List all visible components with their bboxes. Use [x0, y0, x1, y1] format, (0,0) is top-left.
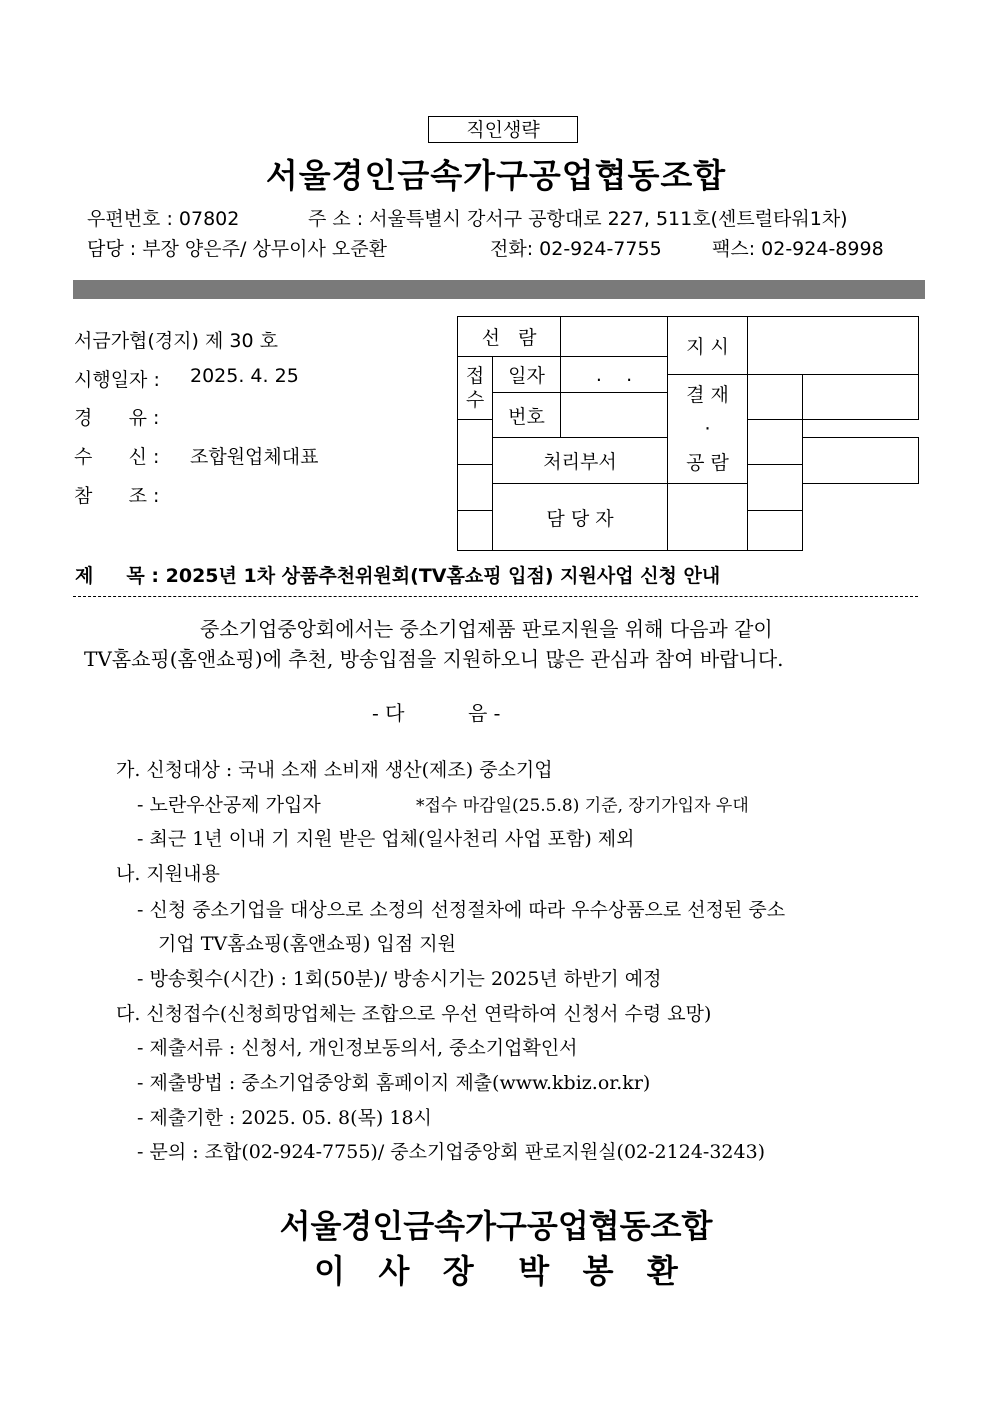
- damdang-label: 담 당 자: [493, 484, 668, 551]
- reference-label: 참 조 :: [74, 485, 160, 507]
- damdang-cell: [668, 484, 748, 551]
- organization-title: 서울경인금속가구공업협동조합: [265, 156, 727, 195]
- body-paragraph-line-1: 중소기업중앙회에서는 중소기업제품 판로지원을 위해 다음과 같이: [200, 617, 773, 641]
- item-c-title: 다. 신청접수(신청희망업체는 조합으로 우선 연락하여 신청서 수령 요망): [116, 1003, 712, 1025]
- phone-number: 전화: 02-924-7755: [490, 238, 662, 260]
- item-c-2: - 제출방법 : 중소기업중앙회 홈페이지 제출(www.kbiz.or.kr): [137, 1072, 651, 1094]
- section-heading: - 다 음 -: [372, 701, 501, 725]
- approval-cell: [458, 465, 493, 511]
- approval-table: [457, 316, 919, 551]
- footer-organization: 서울경인금속가구공업협동조합: [279, 1207, 713, 1245]
- approval-cell: [748, 465, 803, 511]
- item-a-1-note: *접수 마감일(25.5.8) 기준, 장기가입자 우대: [416, 796, 749, 816]
- header-divider-band: [73, 280, 925, 299]
- ilja-value: . .: [561, 357, 668, 393]
- item-c-4: - 문의 : 조합(02-924-7755)/ 중소기업중앙회 판로지원실(02-2124-3243): [137, 1141, 766, 1163]
- ilja-label: 일자: [493, 357, 561, 393]
- subject-line: [75, 561, 720, 588]
- item-a-2: - 최근 1년 이내 기 지원 받은 업체(일사천리 사업 포함) 제외: [137, 828, 635, 850]
- address: 주 소 : 서울특별시 강서구 공항대로 227, 511호(센트럴타워1차): [308, 208, 848, 230]
- via-label: 경 유 :: [74, 407, 160, 429]
- item-a-title: 가. 신청대상 : 국내 소재 소비재 생산(제조) 중소기업: [116, 759, 553, 781]
- date-label: 시행일자 :: [74, 369, 160, 391]
- jeopsu-label: 접 수: [458, 357, 493, 420]
- item-b-2: - 방송횟수(시간) : 1회(50분)/ 방송시기는 2025년 하반기 예정: [137, 968, 662, 990]
- body-paragraph-line-2: TV홈쇼핑(홈앤쇼핑)에 추천, 방송입점을 지원하오니 많은 관심과 참여 바랍니다.: [84, 647, 784, 671]
- contact-person: 담당 : 부장 양은주/ 상무이사 오준환: [87, 238, 387, 260]
- approval-cell: [458, 420, 493, 465]
- item-b-title: 나. 지원내용: [116, 863, 220, 885]
- item-c-3: - 제출기한 : 2025. 05. 8(목) 18시: [137, 1107, 432, 1129]
- beonho-label: 번호: [493, 393, 561, 438]
- approval-cell: [748, 420, 803, 465]
- subject-label: 제 목 :: [75, 565, 159, 587]
- seonram-label: 선 람: [458, 317, 561, 357]
- approval-cell: [748, 511, 803, 551]
- fax-number: 팩스: 02-924-8998: [712, 238, 884, 260]
- jisi-label: 지 시: [668, 317, 748, 375]
- seal-omitted-stamp: 직인생략: [428, 116, 578, 143]
- cheori-label: 처리부서: [493, 438, 668, 484]
- date-value: 2025. 4. 25: [190, 365, 299, 387]
- seonram-cell: [561, 317, 668, 357]
- beonho-cell: [561, 393, 668, 438]
- recipient-value: 조합원업체대표: [190, 446, 319, 468]
- item-c-1: - 제출서류 : 신청서, 개인정보동의서, 중소기업확인서: [137, 1037, 578, 1059]
- approval-cell: [803, 375, 919, 420]
- item-a-1: - 노란우산공제 가입자: [137, 794, 321, 816]
- item-b-1-continued: 기업 TV홈쇼핑(홈앤쇼핑) 입점 지원: [158, 933, 456, 955]
- postal-code: 우편번호 : 07802: [87, 208, 240, 230]
- recipient-label: 수 신 :: [74, 446, 160, 468]
- subject-text: 2025년 1차 상품추천위원회(TV홈쇼핑 입점) 지원사업 신청 안내: [165, 565, 721, 587]
- footer-signer: 이 사 장 박 봉 환: [314, 1252, 678, 1290]
- gyeoljae-label: 결 재 · 공 람: [668, 375, 748, 484]
- cheori-cell: [803, 438, 919, 484]
- item-b-1: - 신청 중소기업을 대상으로 소정의 선정절차에 따라 우수상품으로 선정된 중소: [137, 899, 786, 921]
- document-number: 서금가협(경지) 제 30 호: [74, 330, 278, 352]
- jisi-cell: [748, 317, 919, 375]
- dashed-divider: [73, 596, 918, 597]
- approval-cell: [748, 375, 803, 420]
- approval-cell: [458, 511, 493, 551]
